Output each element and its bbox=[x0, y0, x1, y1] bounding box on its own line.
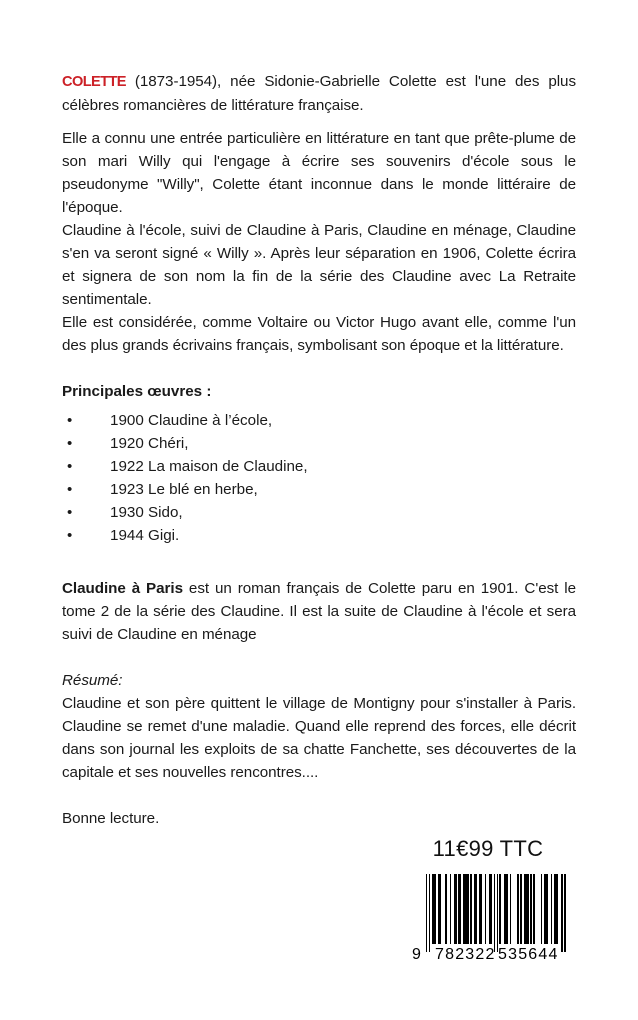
barcode-bar bbox=[432, 874, 436, 944]
barcode-bar bbox=[510, 874, 511, 944]
barcode-bar bbox=[554, 874, 558, 944]
barcode-bar bbox=[474, 874, 477, 944]
price-block bbox=[400, 836, 576, 862]
barcode-bar bbox=[438, 874, 441, 944]
barcode-bar bbox=[450, 874, 451, 944]
bullet-icon: • bbox=[67, 504, 73, 521]
barcode-image bbox=[426, 874, 566, 952]
barcode-digits bbox=[408, 946, 568, 966]
biography-paragraph-3: Claudine à l'école, suivi de Claudine à Paris, Claudine en ménage, Claudine s'en va seront signé « Willy ». Après leur séparation en 1906, Colette écrira et signera de son nom la fin de la série des Claudine avec La Retraite sentimentale. bbox=[62, 222, 576, 308]
list-item bbox=[62, 455, 576, 478]
biography-paragraph-2: Elle a connu une entrée particulière en littérature en tant que prête-plume de son mari Willy qui l'engage à écrire ses souvenirs d'école sous le pseudonyme "Willy", Colette étant inconnue dans le monde littéraire de l'époque. bbox=[62, 130, 576, 216]
book-description-paragraph bbox=[62, 577, 576, 646]
biography-paragraph-4: Elle est considérée, comme Voltaire ou Victor Hugo avant elle, comme l'un des plus grands écrivains français, symbolisant son époque et la littérature. bbox=[62, 314, 576, 354]
barcode-bar bbox=[479, 874, 482, 944]
barcode-bar bbox=[551, 874, 552, 944]
spacer bbox=[62, 547, 576, 577]
barcode-bar bbox=[564, 874, 565, 952]
barcode-bar bbox=[520, 874, 521, 944]
barcode-left-group: 782322 bbox=[435, 946, 496, 963]
work-title: 1922 La maison de Claudine, bbox=[110, 458, 308, 475]
barcode-bar bbox=[533, 874, 534, 944]
list-item bbox=[62, 501, 576, 524]
author-intro-paragraph bbox=[62, 70, 576, 117]
barcode-right-group: 535644 bbox=[498, 946, 559, 963]
price-label: 11€99 TTC bbox=[432, 836, 544, 861]
bullet-icon: • bbox=[67, 481, 73, 498]
barcode-bar bbox=[489, 874, 492, 944]
spacer bbox=[62, 357, 576, 380]
barcode-bar bbox=[485, 874, 486, 944]
list-item bbox=[62, 409, 576, 432]
list-item bbox=[62, 478, 576, 501]
barcode-bar bbox=[463, 874, 469, 944]
work-title: 1930 Sido, bbox=[110, 504, 183, 521]
barcode-bar bbox=[530, 874, 531, 944]
book-title: Claudine à Paris bbox=[62, 580, 183, 597]
barcode-bar bbox=[454, 874, 457, 944]
closing-line: Bonne lecture. bbox=[62, 810, 160, 827]
barcode-bar bbox=[541, 874, 542, 944]
spacer bbox=[62, 784, 576, 807]
book-description-rest: est un roman français de Colette paru en 1901. C'est le tome 2 de la série des Claudine. Il est la suite de Claudine à l'école et sera suivi de Claudine en ménage bbox=[62, 580, 576, 643]
barcode-bar bbox=[499, 874, 500, 944]
bullet-icon: • bbox=[67, 527, 73, 544]
spacer bbox=[62, 117, 576, 127]
works-list bbox=[62, 409, 576, 547]
barcode-bar bbox=[445, 874, 446, 944]
barcode-bar bbox=[458, 874, 461, 944]
barcode-bar bbox=[426, 874, 427, 952]
list-item bbox=[62, 524, 576, 547]
spacer bbox=[62, 646, 576, 669]
work-title: 1900 Claudine à l’école, bbox=[110, 412, 273, 429]
work-title: 1920 Chéri, bbox=[110, 435, 189, 452]
bullet-icon: • bbox=[67, 458, 73, 475]
barcode-bar bbox=[561, 874, 562, 952]
bullet-icon: • bbox=[67, 412, 73, 429]
author-intro-rest: (1873-1954), née Sidonie-Gabrielle Colette est l'une des plus célèbres romancières de littérature française. bbox=[62, 73, 576, 114]
barcode-bar bbox=[504, 874, 508, 944]
works-section-title: Principales œuvres : bbox=[62, 383, 212, 400]
bullet-icon: • bbox=[67, 435, 73, 452]
resume-paragraph: Claudine et son père quittent le village de Montigny pour s'installer à Paris. Claudine se remet d'une maladie. Quand elle reprend des forces, elle décrit dans son journal les exploits de sa chatte Fanchette, ses découvertes de la capitale et ses nouvelles rencontres.... bbox=[62, 695, 576, 781]
work-title: 1923 Le blé en herbe, bbox=[110, 481, 258, 498]
barcode-bar bbox=[494, 874, 495, 952]
barcode-lead-digit: 9 bbox=[412, 946, 423, 963]
barcode-block bbox=[408, 874, 568, 974]
author-brand-name: COLETTE bbox=[62, 74, 126, 90]
barcode-bar bbox=[544, 874, 548, 944]
work-title: 1944 Gigi. bbox=[110, 527, 180, 544]
barcode-bar bbox=[524, 874, 528, 944]
cover-text-content bbox=[62, 70, 576, 830]
barcode-bar bbox=[497, 874, 498, 952]
barcode-bar bbox=[470, 874, 471, 944]
resume-label: Résumé: bbox=[62, 672, 123, 689]
barcode-bar bbox=[429, 874, 430, 952]
barcode-bar bbox=[517, 874, 518, 944]
list-item bbox=[62, 432, 576, 455]
